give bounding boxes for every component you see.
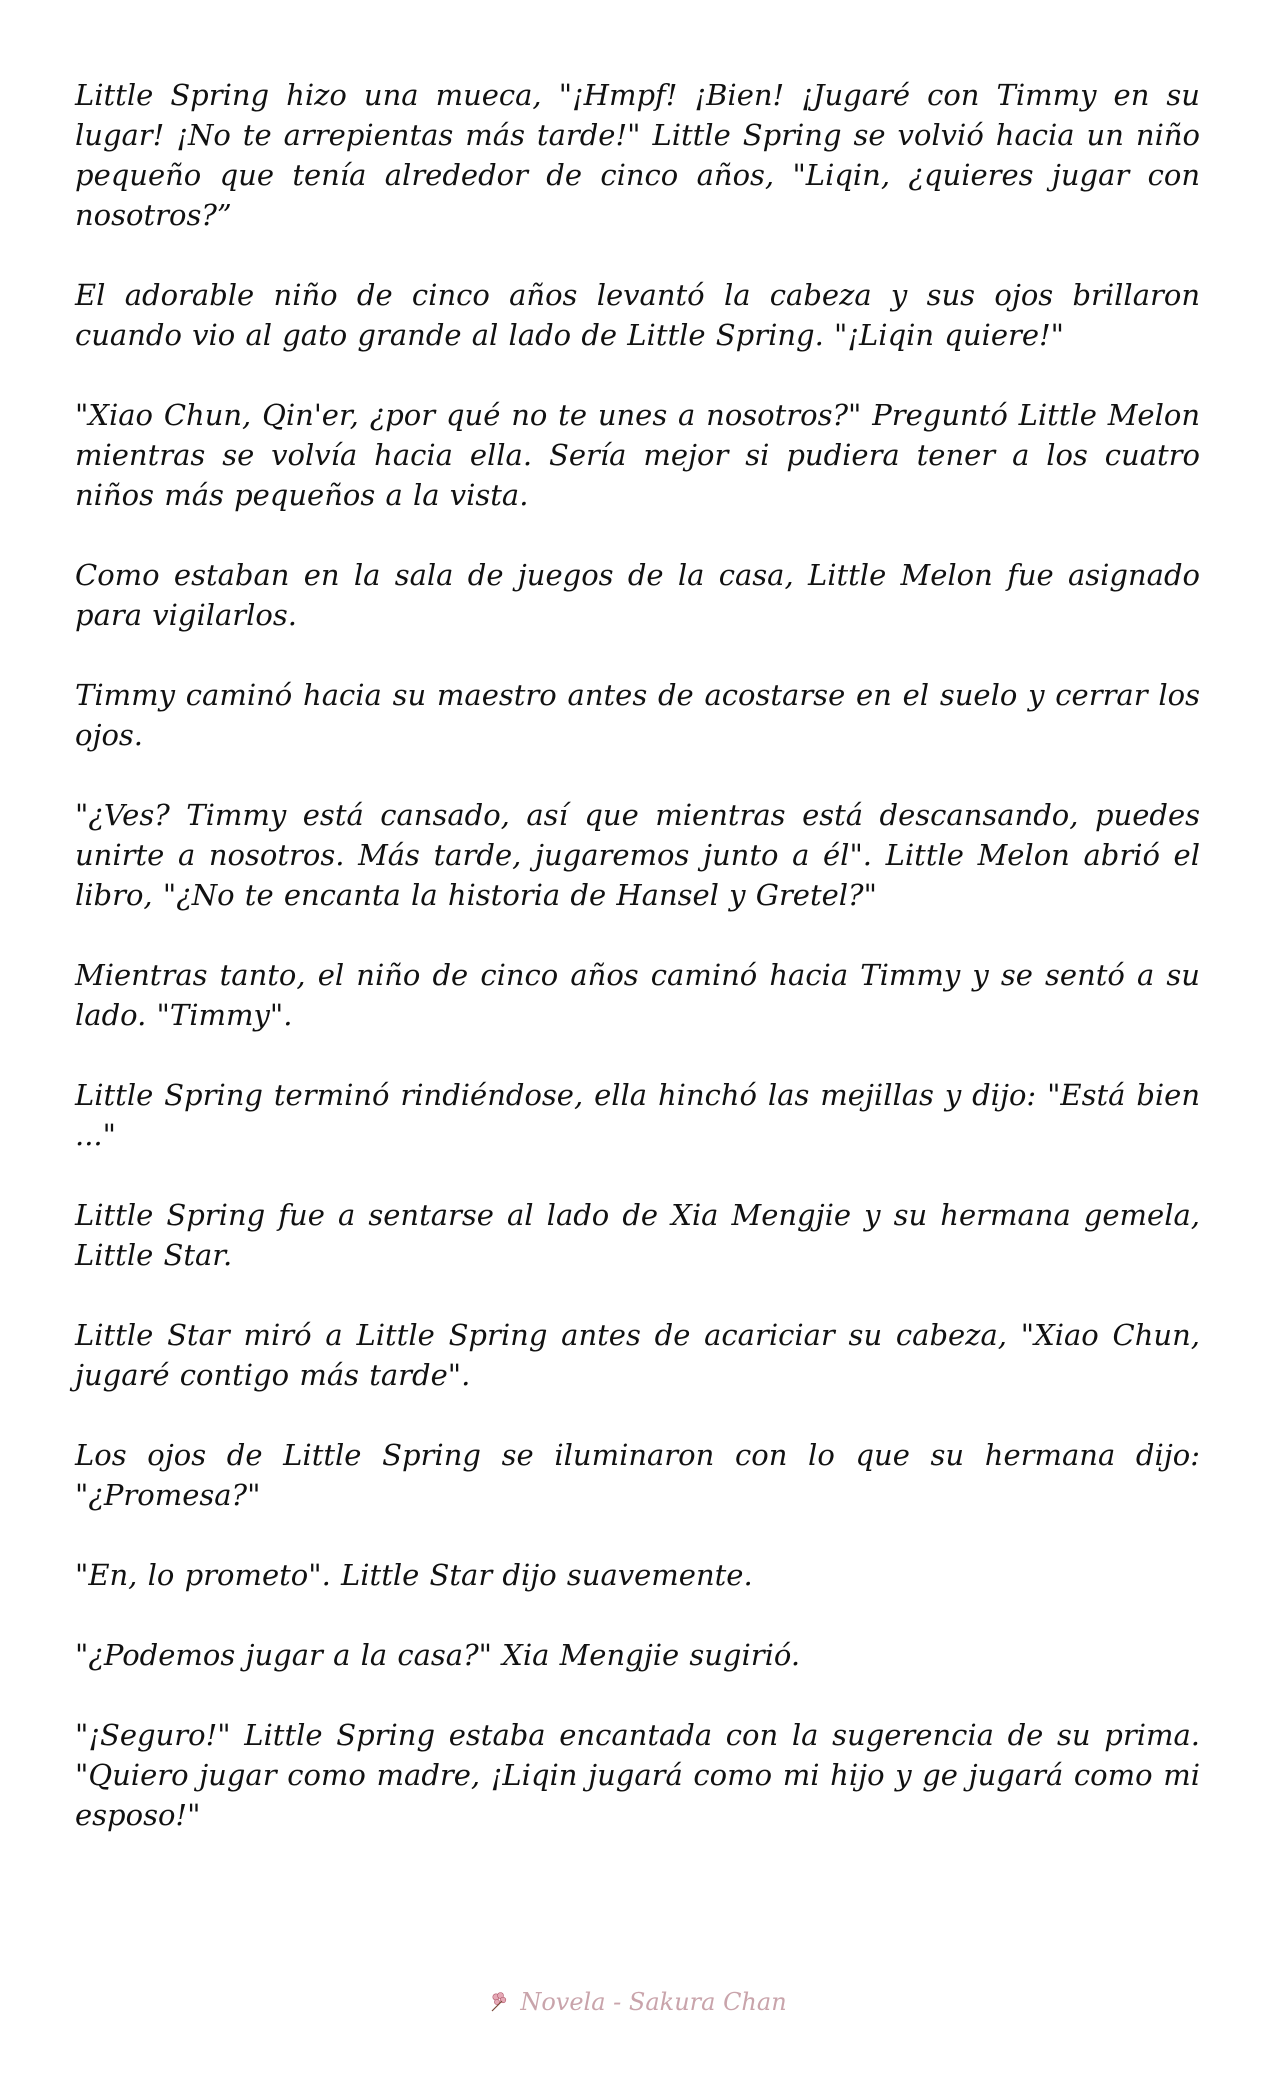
watermark	[0, 1988, 1275, 2016]
paragraph-11: Los ojos de Little Spring se iluminaron con lo que su hermana dijo: "¿Promesa?"	[75, 1438, 1200, 1512]
paragraph-8: Little Spring terminó rindiéndose, ella hinchó las mejillas y dijo: "Está bien ..."	[75, 1078, 1200, 1152]
paragraph-3: "Xiao Chun, Qin'er, ¿por qué no te unes a nosotros?" Preguntó Little Melon mientras se volvía hacia ella. Sería mejor si pudiera tener a los cuatro niños más pequeños a la vista.	[75, 398, 1200, 512]
paragraph-6: "¿Ves? Timmy está cansado, así que mientras está descansando, puedes unirte a nosotros. Más tarde, jugaremos junto a él". Little Melon abrió el libro, "¿No te encanta la historia de Hansel y Gretel?"	[75, 798, 1200, 912]
paragraph-7: Mientras tanto, el niño de cinco años caminó hacia Timmy y se sentó a su lado. "Timmy".	[75, 958, 1200, 1032]
paragraph-9: Little Spring fue a sentarse al lado de Xia Mengjie y su hermana gemela, Little Star.	[75, 1198, 1200, 1272]
paragraph-14: "¡Seguro!" Little Spring estaba encantada con la sugerencia de su prima. "Quiero jugar como madre, ¡Liqin jugará como mi hijo y ge jugará como mi esposo!"	[75, 1718, 1200, 1832]
paragraph-10: Little Star miró a Little Spring antes de acariciar su cabeza, "Xiao Chun, jugaré contigo más tarde".	[75, 1318, 1200, 1392]
watermark-text: Novela - Sakura Chan	[520, 1988, 787, 2016]
paragraph-2: El adorable niño de cinco años levantó la cabeza y sus ojos brillaron cuando vio al gato grande al lado de Little Spring. "¡Liqin quiere!"	[75, 278, 1200, 352]
sakura-flower-icon	[488, 1991, 512, 2013]
paragraph-13: "¿Podemos jugar a la casa?" Xia Mengjie sugirió.	[75, 1638, 801, 1672]
document-page	[75, 75, 1200, 1875]
paragraph-12: "En, lo prometo". Little Star dijo suavemente.	[75, 1558, 753, 1592]
paragraph-4: Como estaban en la sala de juegos de la casa, Little Melon fue asignado para vigilarlos.	[75, 558, 1200, 632]
paragraph-1: Little Spring hizo una mueca, "¡Hmpf! ¡Bien! ¡Jugaré con Timmy en su lugar! ¡No te arrepientas más tarde!" Little Spring se volvió hacia un niño pequeño que tenía alrededor de cinco años, "Liqin, ¿quieres jugar con nosotros?”	[75, 78, 1200, 232]
paragraph-5: Timmy caminó hacia su maestro antes de acostarse en el suelo y cerrar los ojos.	[75, 678, 1200, 752]
